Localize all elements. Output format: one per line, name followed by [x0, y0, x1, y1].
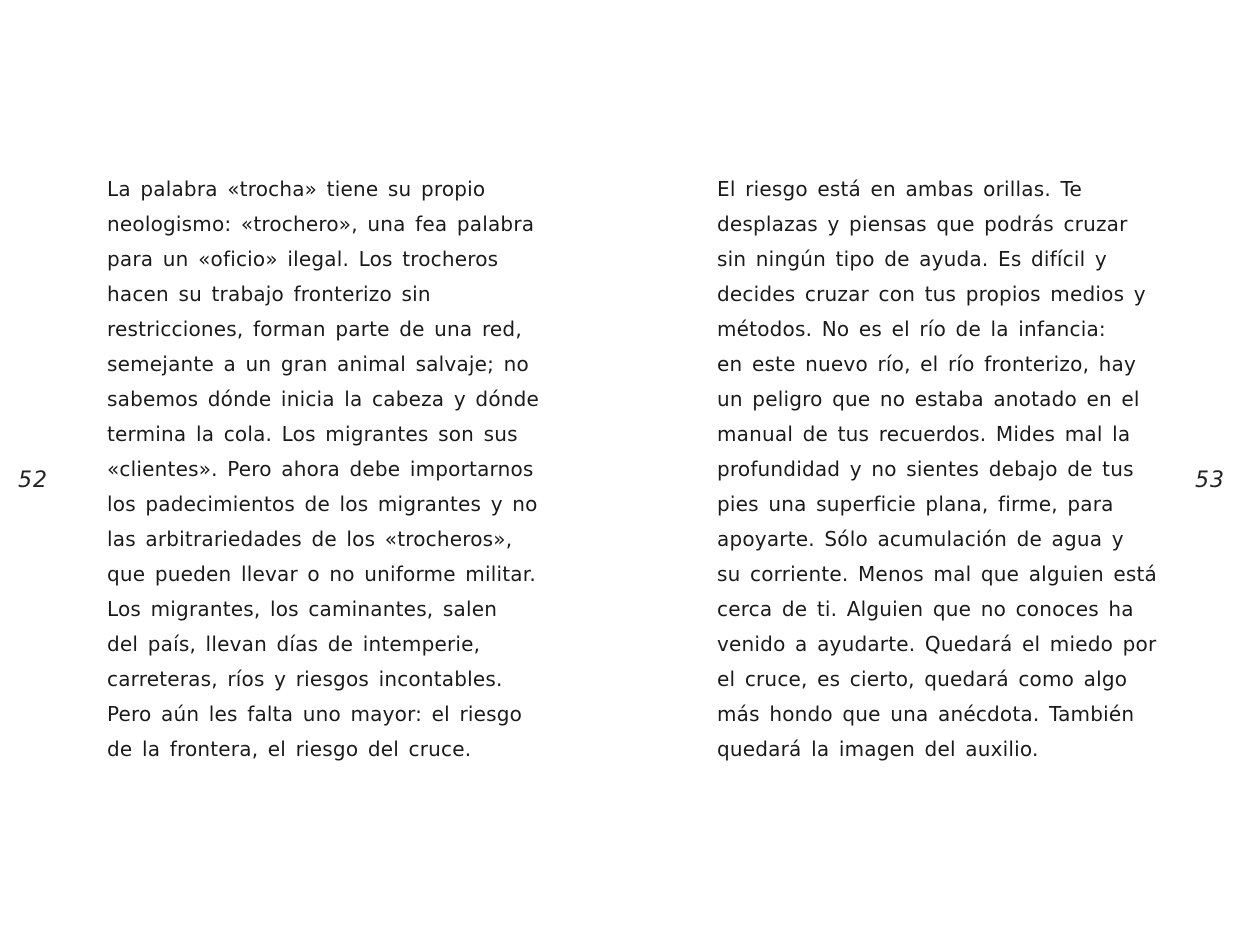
text-line: «clientes». Pero ahora debe importarnos: [107, 457, 534, 481]
text-line: venido a ayudarte. Quedará el miedo por: [717, 632, 1157, 656]
text-line: semejante a un gran animal salvaje; no: [107, 352, 529, 376]
text-line: un peligro que no estaba anotado en el: [717, 387, 1140, 411]
text-line: cerca de ti. Alguien que no conoces ha: [717, 597, 1134, 621]
page-right-text: [717, 172, 1158, 767]
text-line: más hondo que una anécdota. También: [717, 702, 1135, 726]
page-left-text: [107, 172, 540, 767]
text-line: que pueden llevar o no uniforme militar.: [107, 562, 536, 586]
text-line: el cruce, es cierto, quedará como algo: [717, 667, 1128, 691]
text-line: manual de tus recuerdos. Mides mal la: [717, 422, 1131, 446]
text-line: desplazas y piensas que podrás cruzar: [717, 212, 1128, 236]
text-line: apoyarte. Sólo acumulación de agua y: [717, 527, 1124, 551]
page-number-right: 53: [1195, 468, 1225, 493]
text-line: termina la cola. Los migrantes son sus: [107, 422, 518, 446]
text-line: sabemos dónde inicia la cabeza y dónde: [107, 387, 540, 411]
text-line: quedará la imagen del auxilio.: [717, 737, 1039, 761]
text-line: los padecimientos de los migrantes y no: [107, 492, 538, 516]
text-line: hacen su trabajo fronterizo sin: [107, 282, 431, 306]
text-line: del país, llevan días de intemperie,: [107, 632, 481, 656]
text-line: Los migrantes, los caminantes, salen: [107, 597, 498, 621]
text-line: El riesgo está en ambas orillas. Te: [717, 177, 1082, 201]
text-line: de la frontera, el riesgo del cruce.: [107, 737, 472, 761]
text-line: en este nuevo río, el río fronterizo, hay: [717, 352, 1137, 376]
text-line: sin ningún tipo de ayuda. Es difícil y: [717, 247, 1107, 271]
text-line: La palabra «trocha» tiene su propio: [107, 177, 486, 201]
text-line: Pero aún les falta uno mayor: el riesgo: [107, 702, 523, 726]
text-line: neologismo: «trochero», una fea palabra: [107, 212, 535, 236]
text-line: métodos. No es el río de la infancia:: [717, 317, 1106, 341]
text-line: restricciones, forman parte de una red,: [107, 317, 522, 341]
text-line: profundidad y no sientes debajo de tus: [717, 457, 1134, 481]
text-line: para un «oficio» ilegal. Los trocheros: [107, 247, 499, 271]
page-number-left: 52: [18, 468, 48, 493]
text-line: pies una superficie plana, firme, para: [717, 492, 1114, 516]
text-line: carreteras, ríos y riesgos incontables.: [107, 667, 503, 691]
text-line: decides cruzar con tus propios medios y: [717, 282, 1146, 306]
text-line: las arbitrariedades de los «trocheros»,: [107, 527, 513, 551]
text-line: su corriente. Menos mal que alguien está: [717, 562, 1158, 586]
